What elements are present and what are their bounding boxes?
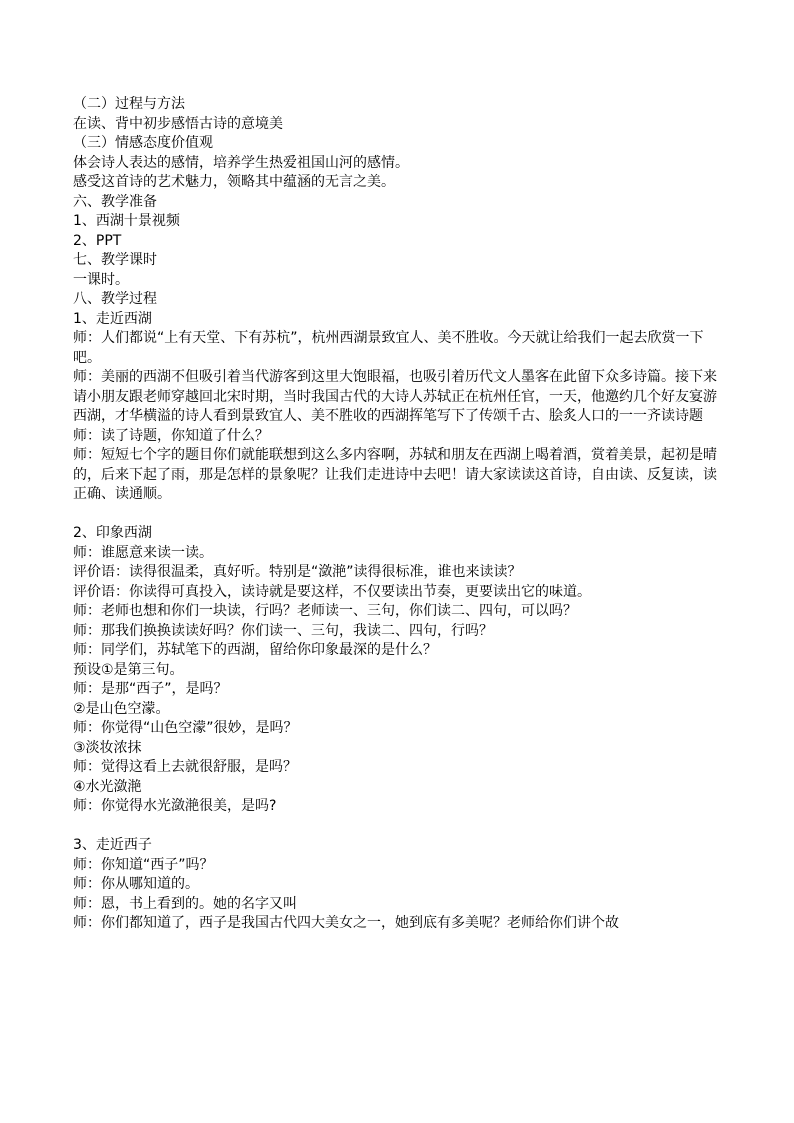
text-line: 体会诗人表达的感情，培养学生热爱祖国山河的感情。 [73,154,409,171]
text-line: 预设①是第三句。 [73,661,184,678]
text-line: ②是山色空濛。 [73,700,170,717]
section-impression [73,524,723,817]
text-line: 评价语：读得很温柔，真好听。特别是“潋滟”读得很标准，谁也来读读？ [73,564,522,580]
text-line: 师：你觉得“山色空濛”很妙，是吗？ [73,720,298,736]
section-goals [73,95,723,329]
text-line: 师：你们都知道了，西子是我国古代四大美女之一，她到底有多美呢？老师给你们讲个故 [73,915,619,931]
text-line: 师：你觉得水光潋滟很美，是吗? [73,798,277,814]
paragraph-reading: 师：短短七个字的题目你们就能联想到这么多内容啊，苏轼和朋友在西湖上喝着酒，赏着美景，起初是晴的，后来下起了雨，那是怎样的景象呢？让我们走进诗中去吧！请大家读读这首诗，自由读、反复读，读正确、读通顺。 [73,447,717,502]
list-item: 1、西湖十景视频 [73,213,180,229]
text-line: 一课时。 [73,271,129,288]
blank-line [73,817,723,837]
text-line: ③淡妆浓抹 [73,739,142,756]
text-line: 师：老师也想和你们一块读，行吗？老师读一、三句，你们读二、四句，可以吗？ [73,603,577,619]
heading-teaching-process: 八、教学过程 [73,291,157,307]
subheading-approach-xizi: 3、走近西子 [73,837,152,853]
subheading-approach-west-lake: 1、走近西湖 [73,310,152,327]
text-line: 师：谁愿意来读一读。 [73,544,213,561]
text-line: 师：你从哪知道的。 [73,876,199,892]
text-line: 师：读了诗题，你知道了什么？ [73,427,269,444]
text-line: 师：觉得这看上去就很舒服，是吗？ [73,759,297,775]
list-item: 2、PPT [73,232,122,249]
subheading-impression-west-lake: 2、印象西湖 [73,525,152,541]
blank-line [73,505,723,525]
text-line: ④水光潋滟 [73,778,142,795]
heading-teaching-prep: 六、教学准备 [73,193,157,210]
heading-emotion-values: （三）情感态度价值观 [73,135,213,151]
text-line: 评价语：你读得可真投入，读诗就是要这样，不仅要读出节奏，更要读出它的味道。 [73,583,591,600]
text-line: 师：那我们换换读读好吗？你们读一、三句，我读二、四句，行吗？ [73,622,493,639]
text-line: 师：同学们，苏轼笔下的西湖，留给你印象最深的是什么？ [73,642,437,658]
text-line: 师：是那“西子”，是吗？ [73,681,228,697]
section-xizi [73,836,723,934]
heading-class-hours: 七、教学课时 [73,252,157,268]
text-line: 在读、背中初步感悟古诗的意境美 [73,115,283,132]
paragraph-intro: 师：人们都说“上有天堂、下有苏杭”，杭州西湖景致宜人、美不胜收。今天就让给我们一起去欣赏一下吧。 [73,330,704,366]
text-line: 感受这首诗的艺术魅力，领略其中蕴涵的无言之美。 [73,174,395,190]
text-line: 师：你知道“西子”吗？ [73,856,214,873]
paragraph-story: 师：美丽的西湖不但吸引着当代游客到这里大饱眼福，也吸引着历代文人墨客在此留下众多诗篇。接下来请小朋友跟老师穿越回北宋时期，当时我国古代的大诗人苏轼正在杭州任官，一天，他邀约几个好友宴游西湖，才华横溢的诗人看到景致宜人、美不胜收的西湖挥笔写下了传颂千古、脍炙人口的一一齐读诗题 [73,369,717,424]
heading-process-method: （二）过程与方法 [73,96,185,112]
text-line: 师：恩，书上看到的。她的名字又叫 [73,895,297,912]
document-page [73,95,723,934]
